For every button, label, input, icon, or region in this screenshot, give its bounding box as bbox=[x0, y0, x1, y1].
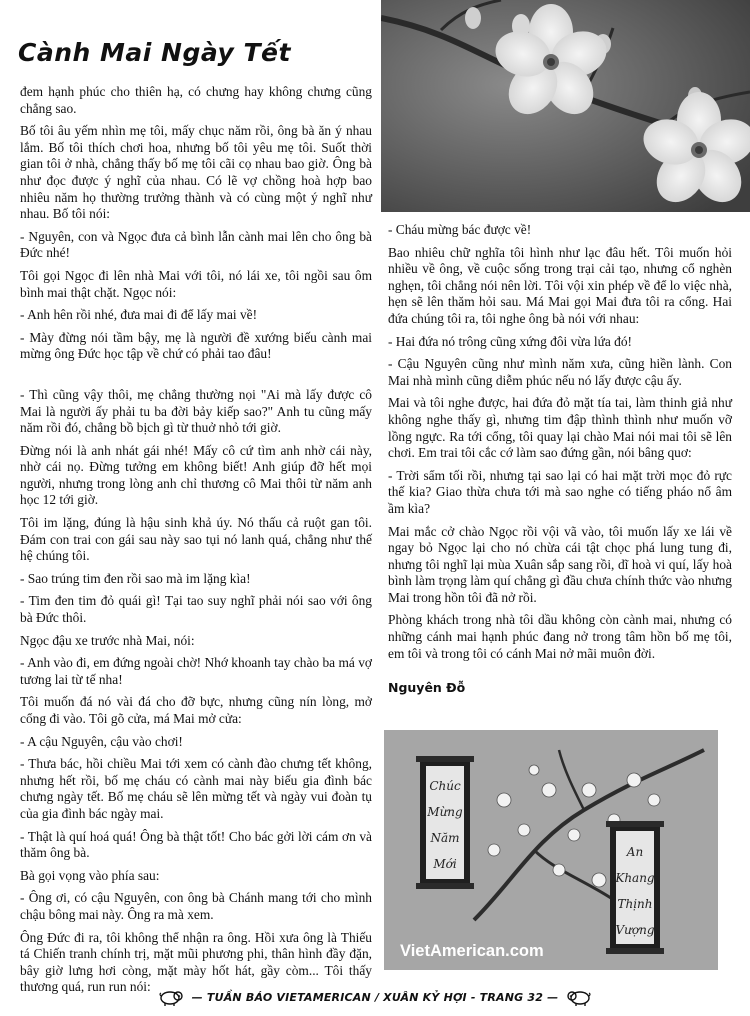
new-year-greeting-card bbox=[384, 730, 718, 970]
footer-text: — TUẦN BÁO VIETAMERICAN / XUÂN KỶ HỢI - TRANG 32 — bbox=[191, 990, 559, 1004]
paragraph: - Thưa bác, hồi chiều Mai tới xem có cành đào chưng tết không, nhưng hết rồi, bố mẹ cháu có cành mai này biếu gia đình bác chưng ngày tết. Bố mẹ cháu sẽ lên mừng tết và ngày vui đoàn tụ của gia đình bác ngày mai. bbox=[20, 756, 372, 821]
paragraph: - Tim đen tim đỏ quái gì! Tại tao suy nghĩ phải nói sao với ông bà Đức thôi. bbox=[20, 593, 372, 626]
paragraph: - Thì cũng vậy thôi, mẹ chẳng thường nọi "Ai mà lấy được cô Mai là người ấy phải tu ba đời bảy kiếp sao?" Anh tu cũng mấy năm rồi đó, chẳng bồ bịch gì từ thuở nhỏ tới giờ. bbox=[20, 386, 372, 436]
greeting-card-graphic bbox=[384, 730, 718, 970]
scroll-text: Chúc bbox=[429, 779, 461, 793]
scroll-text: Vượng bbox=[615, 923, 655, 937]
blossom-photo-graphic bbox=[381, 0, 750, 212]
paragraph: - Ông ơi, có cậu Nguyên, con ông bà Chánh mang tới cho mình chậu bông mai này. Ông ra mà xem. bbox=[20, 890, 372, 922]
scroll-text: An bbox=[626, 845, 644, 859]
scroll-text: Mới bbox=[433, 857, 457, 871]
paragraph: Đừng nói là anh nhát gái nhé! Mấy cô cứ tìm anh nhờ cái này, nhờ cái nọ. Đừng tưởng em không biết! Anh giúp đỡ hết mọi người, nhưng trong lòng anh chỉ thương cô Mai thôi từ năm anh học 12 tới giờ. bbox=[20, 442, 372, 508]
paragraph: Phòng khách trong nhà tôi dầu không còn cành mai, nhưng có những cánh mai hạnh phúc đang nở trong tâm hồn bố mẹ tôi, em tôi và trong tôi có cánh Mai nở mãi muôn đời. bbox=[388, 612, 732, 661]
paragraph: - Mày đừng nói tầm bậy, mẹ là người đề xướng biếu cành mai mừng ông Đức học tập về chứ có phải tao đâu! bbox=[20, 329, 372, 362]
paragraph: - Cậu Nguyên cũng như mình năm xưa, cũng hiền lành. Con Mai nhà mình cũng diễm phúc nếu nó lấy được cậu ấy. bbox=[388, 356, 732, 388]
scroll-text: Thịnh bbox=[617, 897, 653, 911]
paragraph: Tôi im lặng, đúng là hậu sinh khả úy. Nó thấu cả ruột gan tôi. Đám con trai con gái sau này sao tụi nó lanh quá, chẳng như thế hệ chúng tôi. bbox=[20, 515, 372, 564]
paragraph: - Nguyên, con và Ngọc đưa cả bình lẫn cành mai lên cho ông bà Đức nhé! bbox=[20, 228, 372, 261]
paragraph: Tôi muốn đá nó vài đá cho đỡ bực, nhưng cũng nín lòng, mở cổng đi vào. Tôi gõ cửa, má Mai mở cửa: bbox=[20, 694, 372, 726]
article-column-left bbox=[20, 84, 372, 1002]
paragraph: Mai và tôi nghe được, hai đứa đỏ mặt tía tai, làm thinh giả như không nghe thấy gì, nhưng tim đập thình thình như muốn vỡ lồng ngực. Ra tới cổng, tôi quay lại chào Mai nói mai tôi sẽ lên chơi. Em trai tôi cắc cớ làm sao đứng gần, nói bâng quơ: bbox=[388, 395, 732, 461]
paragraph: Tôi gọi Ngọc đi lên nhà Mai với tôi, nó lái xe, tôi ngồi sau ôm bình mai thật chặt. Ngọc nói: bbox=[20, 267, 372, 300]
paragraph: - Anh vào đi, em đứng ngoài chờ! Nhớ khoanh tay chào ba má vợ tương lai từ tế nha! bbox=[20, 655, 372, 687]
paragraph: - Thật là quí hoá quá! Ông bà thật tốt! Cho bác gởi lời cám ơn và thăm ông bà. bbox=[20, 828, 372, 861]
paragraph: đem hạnh phúc cho thiên hạ, có chưng hay không chưng cũng chẳng sao. bbox=[20, 84, 372, 116]
paragraph: Bà gọi vọng vào phía sau: bbox=[20, 867, 160, 883]
paragraph: Mai mắc cở chào Ngọc rồi vội vã vào, tôi muốn lấy xe lái về ngay bỏ Ngọc lại cho nó chừa cái tật chọc phá lung tung đi, nhưng tôi nghĩ lại mùa Xuân sắp sang rồi, dĩ hoà vi quí, lấy hoà bình làm trọng làm quí chẳng gì đầu chưa chính thức vào nhưng Mai trong hồn tôi đã nở rồi. bbox=[388, 523, 732, 605]
paragraph: - Sao trúng tim đen rồi sao mà im lặng kìa! bbox=[20, 570, 251, 586]
paragraph: - Hai đứa nó trông cũng xứng đôi vừa lứa đó! bbox=[388, 333, 632, 349]
paragraph: - A cậu Nguyên, cậu vào chơi! bbox=[20, 733, 183, 749]
pig-icon bbox=[566, 987, 592, 1007]
article-column-right bbox=[388, 222, 732, 703]
paragraph: Ngọc đậu xe trước nhà Mai, nói: bbox=[20, 632, 195, 648]
paragraph: Bố tôi âu yếm nhìn mẹ tôi, mấy chục năm rồi, ông bà ăn ý nhau lắm. Bố tôi thích chơi hoa, nhưng bố tôi yêu mẹ tôi. Suốt thời gian tôi ở nhà, chẳng thấy bố mẹ tôi cãi cọ nhau bao giờ. Ông bà như đọc được ý nghĩ của nhau. Có lẽ vợ chồng hoà hợp bao nhiêu năm họ thường trưởng thành và có cùng một ý nghĩ như nhau. Bố tôi nói: bbox=[20, 123, 372, 222]
apricot-blossom-photo bbox=[381, 0, 750, 212]
scroll-text: Khang bbox=[615, 871, 655, 885]
paragraph: - Cháu mừng bác được về! bbox=[388, 222, 532, 237]
column-gap bbox=[20, 369, 372, 387]
paragraph: - Trời sẩm tối rồi, nhưng tại sao lại có hai mặt trời mọc đỏ rực thế kia? Giao thừa chưa tới mà sao nghe có tiếng pháo nổ âm ầm kìa? bbox=[388, 467, 732, 516]
scroll-text: Mừng bbox=[427, 805, 463, 819]
paragraph: Bao nhiêu chữ nghĩa tôi hình như lạc đâu hết. Tôi muốn hỏi nhiều về ông, về cuộc sống trong trại cải tạo, nhưng cổ nghèn nghẹn, tôi chẳng nói nên lời. Tôi vội xin phép về để lo việc nhà, hẹn sẽ lên thăm hỏi sau. Má Mai gọi Mai đưa tôi ra cổng. Hai đứa chúng tôi ra, tôi nghe ông bà nói với nhau: bbox=[388, 244, 732, 326]
paragraph: Ông Đức đi ra, tôi không thể nhận ra ông. Hồi xưa ông là Thiếu tá Chiến tranh chính trị, mặt mũi phương phi, thân hình đầy đặn, bây giờ lưng hơi còng, mặt mày hốt hát, gầy còm... Tôi thấy thương quá, run run nói: bbox=[20, 929, 372, 995]
article-title: Cành Mai Ngày Tết bbox=[18, 38, 291, 67]
paragraph: - Anh hên rồi nhé, đưa mai đi để lấy mai về! bbox=[20, 307, 258, 323]
page-footer bbox=[0, 982, 750, 1012]
author-name: Nguyên Đỗ bbox=[388, 680, 466, 696]
pig-icon bbox=[158, 987, 184, 1007]
scroll-text: Năm bbox=[430, 831, 460, 845]
card-brand-text: VietAmerican.com bbox=[400, 942, 544, 960]
